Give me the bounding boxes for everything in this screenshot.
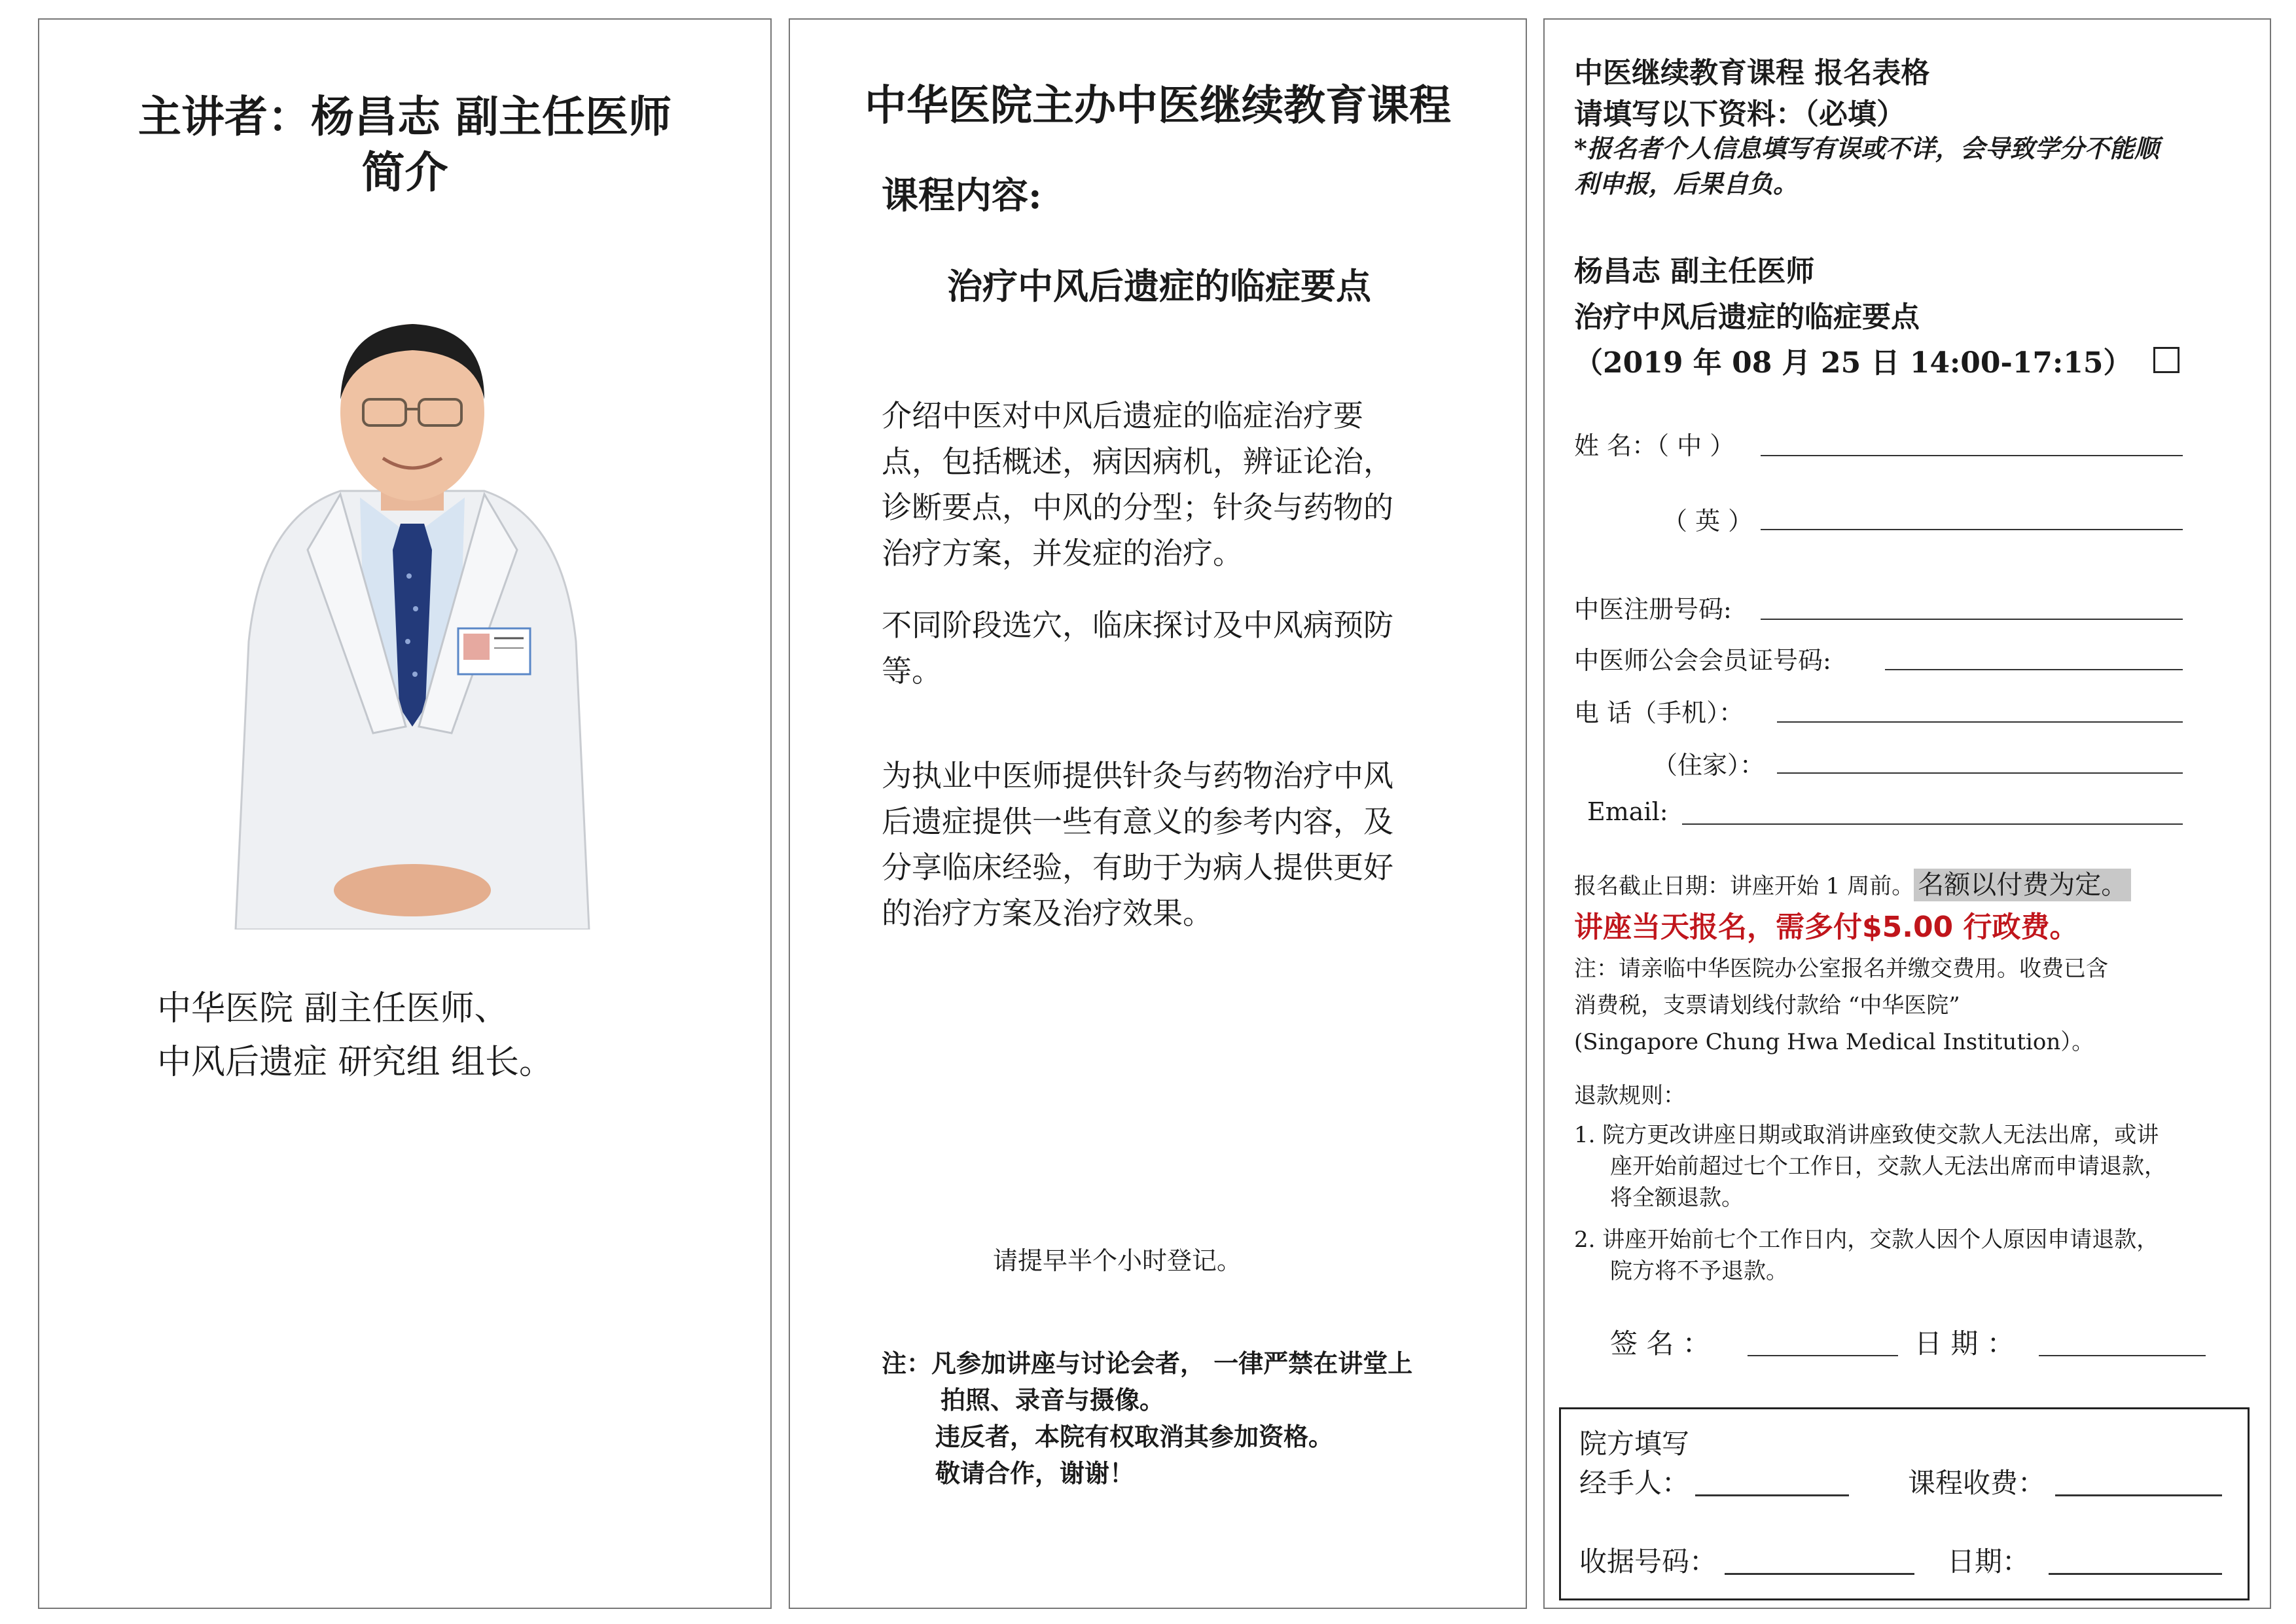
name-cn-label: 姓 名：（ 中 ） <box>1574 431 1735 460</box>
office-use-title: 院方填写 <box>1579 1428 1690 1460</box>
speaker-bio-line1: 中华医院 副主任医师、 <box>157 989 509 1028</box>
date-input[interactable] <box>2039 1355 2206 1356</box>
payment-note: 注：请亲临中华医院办公室报名并缴交费用。收费已含 消费税，支票请划线付款给 “中华医院” (Singapore Chung Hwa Medical Institution）。 <box>1574 956 2108 1055</box>
deadline-text: 报名截止日期：讲座开始 1 周前。 名额以付费为定。 <box>1574 864 2131 901</box>
registration-form-panel <box>1543 18 2271 1609</box>
course-description-3: 为执业中医师提供针灸与药物治疗中风 后遗症提供一些有意义的参考内容，及 分享临床经验，有助于为病人提供更好 的治疗方案及治疗效果。 <box>882 758 1393 931</box>
course-content-label: 课程内容: <box>882 174 1042 217</box>
course-panel <box>789 18 1527 1609</box>
form-speaker: 杨昌志 副主任医师 <box>1574 255 1815 288</box>
date-label: 日 期 ： <box>1914 1327 2015 1360</box>
receipt-no-input[interactable] <box>1725 1573 1914 1575</box>
handler-label: 经手人： <box>1579 1467 1690 1499</box>
speaker-panel <box>38 18 772 1609</box>
course-fee-label: 课程收费： <box>1908 1467 2046 1499</box>
speaker-title: 主讲者：杨昌志 副主任医师 <box>138 91 672 142</box>
refund-title: 退款规则： <box>1574 1083 1685 1109</box>
phone-home-input[interactable] <box>1777 772 2183 774</box>
receipt-no-label: 收据号码： <box>1579 1545 1717 1578</box>
office-date-label: 日期： <box>1947 1545 2030 1578</box>
course-title: 中华医院主办中医继续教育课程 <box>865 81 1451 130</box>
course-description-1: 介绍中医对中风后遗症的临症治疗要 点，包括概述，病因病机，辨证论治， 诊断要点，中风的分型；针灸与药物的 治疗方案，并发症的治疗。 <box>882 398 1393 571</box>
phone-mobile-input[interactable] <box>1777 721 2183 723</box>
member-no-input[interactable] <box>1885 669 2183 670</box>
doctor-portrait <box>209 301 615 929</box>
course-topic: 治疗中风后遗症的临症要点 <box>947 265 1371 307</box>
form-instruction: 请填写以下资料：（必填） <box>1574 98 1905 131</box>
speaker-bio-line2: 中风后遗症 研究组 组长。 <box>157 1043 554 1082</box>
office-use-box <box>1559 1407 2250 1600</box>
signature-label: 签 名 ： <box>1610 1327 1710 1360</box>
email-label: Email: <box>1587 797 1668 826</box>
refund-rule-2: 2. 讲座开始前七个工作日内，交款人因个人原因申请退款， 院方将不予退款。 <box>1574 1227 2159 1284</box>
reg-no-input[interactable] <box>1761 619 2183 620</box>
speaker-subtitle: 简介 <box>361 147 448 198</box>
early-registration-note: 请提早半个小时登记。 <box>993 1246 1242 1275</box>
handler-input[interactable] <box>1695 1494 1849 1496</box>
name-en-input[interactable] <box>1761 529 2183 530</box>
phone-home-label: （住家）： <box>1653 751 1765 780</box>
reg-no-label: 中医注册号码: <box>1574 595 1732 624</box>
course-description-2: 不同阶段选穴，临床探讨及中风病预防 等。 <box>882 607 1393 689</box>
form-datetime: （2019 年 08 月 25 日 14:00-17:15） <box>1574 346 2132 380</box>
signature-input[interactable] <box>1748 1355 1898 1356</box>
email-input[interactable] <box>1682 823 2183 825</box>
office-date-input[interactable] <box>2049 1573 2222 1575</box>
quota-highlight: 名额以付费为定。 <box>1914 869 2131 901</box>
member-no-label: 中医师公会会员证号码: <box>1574 646 1831 675</box>
course-fee-input[interactable] <box>2055 1494 2222 1496</box>
form-warning: *报名者个人信息填写有误或不详，会导致学分不能顺 利申报，后果自负。 <box>1574 134 2159 198</box>
form-topic: 治疗中风后遗症的临症要点 <box>1574 300 1920 334</box>
recording-notice: 注：凡参加讲座与讨论会者， 一律严禁在讲堂上 拍照、录音与摄像。 违反者，本院有权取消其参加资格。 敬请合作，谢谢！ <box>882 1348 1413 1488</box>
session-checkbox[interactable] <box>2153 347 2179 373</box>
name-en-label: （ 英 ） <box>1662 507 1753 535</box>
form-title: 中医继续教育课程 报名表格 <box>1574 56 1930 90</box>
same-day-fee: 讲座当天报名，需多付$5.00 行政费。 <box>1574 911 2079 944</box>
name-cn-input[interactable] <box>1761 455 2183 456</box>
phone-mobile-label: 电 话（手机）： <box>1574 698 1744 727</box>
refund-rule-1: 1. 院方更改讲座日期或取消讲座致使交款人无法出席，或讲 座开始前超过七个工作日，交款人无法出席而申请退款， 将全额退款。 <box>1574 1122 2166 1211</box>
